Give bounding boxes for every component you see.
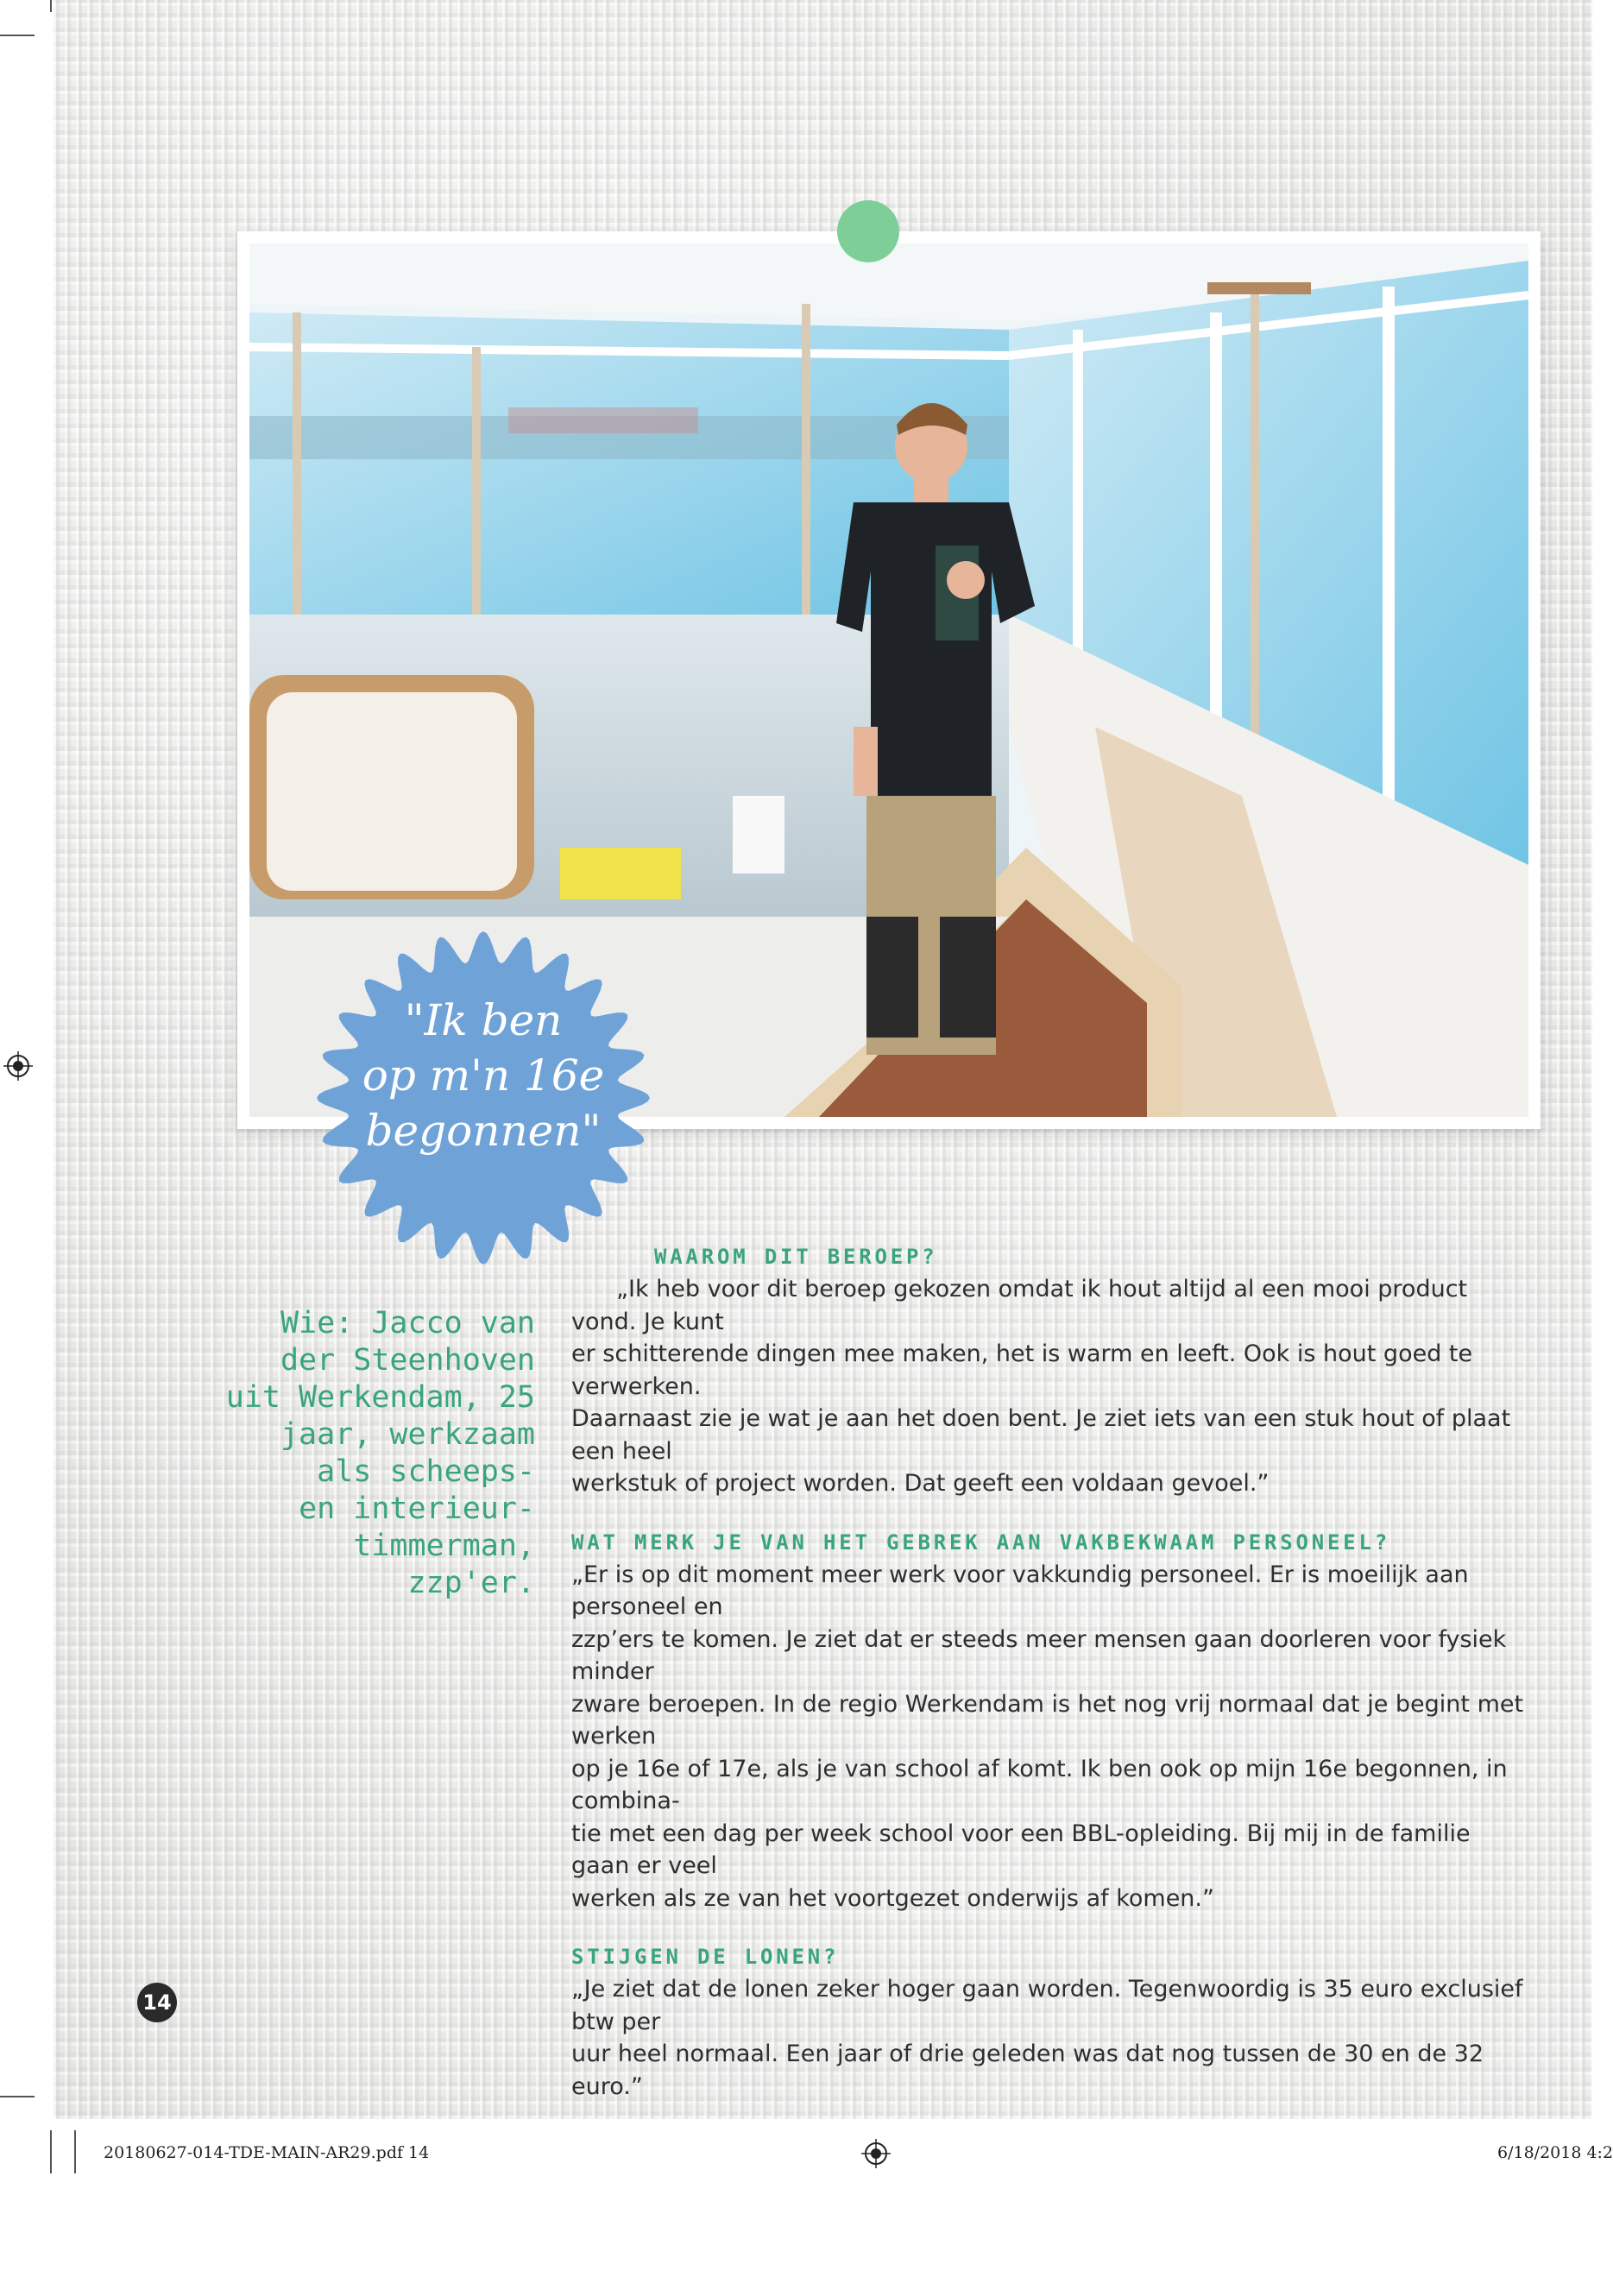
crop-mark-bottom-left-v1 xyxy=(50,2130,52,2173)
body-line: „Er is op dit moment meer werk voor vakkundig personeel. Er is moeilijk aan personeel en xyxy=(571,1561,1469,1620)
body-line: op je 16e of 17e, als je van school af komt. Ik ben ook op mijn 16e begonnen, in combina- xyxy=(571,1755,1508,1814)
page-number: 14 xyxy=(137,1983,177,2022)
section-heading-wages: STIJGEN DE LONEN? xyxy=(571,1945,840,1969)
body-line: werkstuk of project worden. Dat geeft een voldaan gevoel.” xyxy=(571,1470,1270,1497)
section-body-wages xyxy=(571,1973,1534,2103)
bio-sidebar xyxy=(194,1305,535,1602)
bio-line: en interieur- xyxy=(299,1492,535,1526)
bio-line: der Steenhoven xyxy=(280,1343,535,1378)
body-line: zzp’ers te komen. Je ziet dat er steeds meer mensen gaan doorleren voor fysiek minder xyxy=(571,1625,1507,1685)
body-line: tie met een dag per week school voor een BBL-opleiding. Bij mij in de familie gaan er veel xyxy=(571,1820,1471,1879)
section-body-shortage xyxy=(571,1559,1534,1915)
section-body-why xyxy=(571,1273,1534,1500)
body-line: „Ik heb voor dit beroep gekozen omdat ik hout altijd al een mooi product vond. Je kunt xyxy=(571,1276,1468,1335)
section-heading-why: WAAROM DIT BEROEP? xyxy=(654,1245,938,1269)
bio-line: zzp'er. xyxy=(407,1566,535,1600)
decorative-green-dot xyxy=(837,200,899,262)
quote-line-1: "Ik ben xyxy=(404,995,563,1045)
bio-line: uit Werkendam, 25 xyxy=(225,1380,535,1415)
bio-line: als scheeps- xyxy=(317,1454,535,1489)
section-heading-shortage: WAT MERK JE VAN HET GEBREK AAN VAKBEKWAAM PERSONEEL? xyxy=(571,1530,1390,1555)
quote-line-3: begonnen" xyxy=(365,1106,602,1156)
quote-badge-text xyxy=(311,993,656,1158)
bio-line: Wie: Jacco van xyxy=(280,1306,535,1340)
body-line: werken als ze van het voortgezet onderwijs af komen.” xyxy=(571,1884,1214,1912)
body-line: Daarnaast zie je wat je aan het doen bent. Je ziet iets van een stuk hout of plaat een heel xyxy=(571,1405,1511,1465)
crop-mark-top-left-h xyxy=(0,35,35,36)
bio-line: jaar, werkzaam xyxy=(280,1417,535,1452)
crop-mark-bottom-left-v2 xyxy=(74,2130,76,2173)
body-line: „Je ziet dat de lonen zeker hoger gaan worden. Tegenwoordig is 35 euro exclusief btw per xyxy=(571,1976,1523,2035)
registration-mark-left xyxy=(3,1051,33,1081)
interview-article xyxy=(571,1241,1534,2129)
body-line: uur heel normaal. Een jaar of drie geleden was dat nog tussen de 30 en de 32 euro.” xyxy=(571,2041,1484,2100)
crop-mark-bottom-left-h xyxy=(0,2096,35,2097)
print-slug-date: 6/18/2018 4:2 xyxy=(1497,2143,1613,2162)
body-line: zware beroepen. In de regio Werkendam is het nog vrij normaal dat je begint met werken xyxy=(571,1690,1524,1750)
print-slug-file: 20180627-014-TDE-MAIN-AR29.pdf 14 xyxy=(104,2143,430,2162)
quote-line-2: op m'n 16e xyxy=(362,1050,605,1101)
body-line: er schitterende dingen mee maken, het is warm en leeft. Ook is hout goed te verwerken. xyxy=(571,1340,1473,1400)
registration-mark-bottom xyxy=(861,2139,891,2168)
bio-line: timmerman, xyxy=(353,1529,535,1563)
crop-mark-top-left-v xyxy=(50,0,52,12)
